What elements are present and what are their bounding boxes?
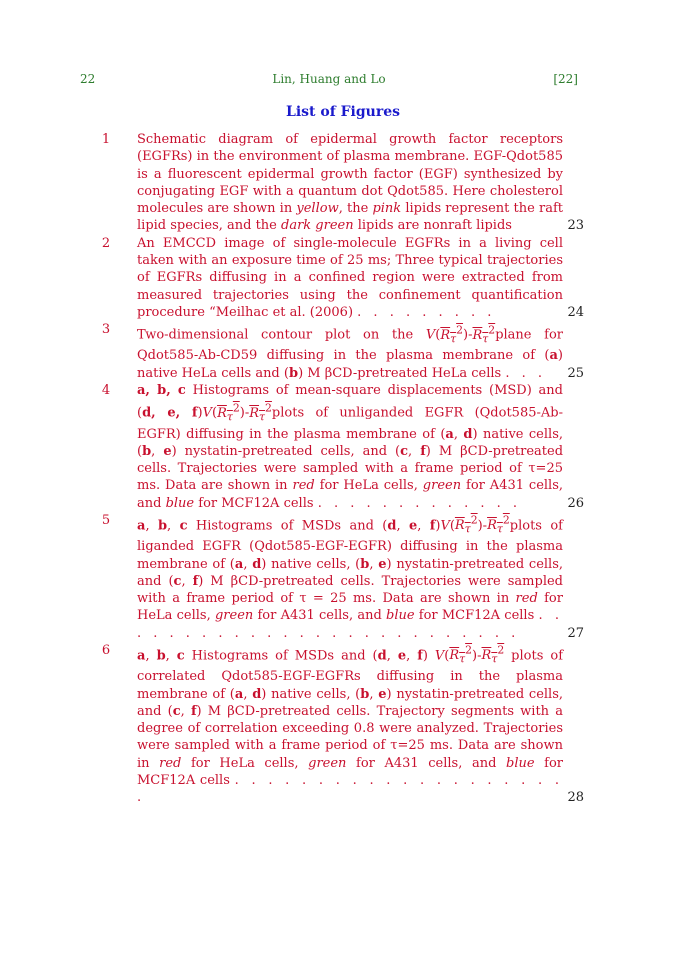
running-authors: Lin, Huang and Lo (272, 72, 386, 86)
dot-leader: . . . (505, 365, 547, 381)
figure-page: 28 (567, 790, 584, 806)
page-number: 22 (80, 72, 96, 86)
figure-number: 1 (101, 132, 111, 147)
figure-entry-4[interactable] (96, 382, 584, 512)
figure-number: 4 (101, 383, 111, 399)
figure-caption: Schematic diagram of epidermal growth factor receptors (EGFRs) in the environment of plasma membrane. EGF-Qdot585 is a fluorescent epidermal growth factor (EGF) synthesized by conjugating EGF with a quantum dot Qdot585. Here cholesterol molecules are shown in yellow, the pink lipids represent the raft lipid species, and the dark green lipids are nonraft lipids (137, 132, 564, 234)
dot-leader: . . . . . . . . . . . . . (317, 495, 521, 511)
figure-caption: a, b, c Histograms of MSDs and (d, e, f) $V(R_\tau^2)-R_\tau^2$ plots of correlated Qdot585-EGF-EGFRs diffusing in the plasma membrane of (a, d) native cells, (b, e) nystatin-pretreated cells, and (c, f) M βCD-pretreated cells. Trajectory segments with a degree of correlation exceeding 0.8 were analyzed. Trajectories were sampled with a frame period of τ=25 ms. Data are shown in red for HeLa cells, green for A431 cells, and blue for MCF12A cells . . . . . . . . . . . . . . . . . . . . . (137, 644, 564, 806)
figure-page: 24 (567, 304, 584, 320)
figure-entry-5[interactable] (96, 512, 584, 642)
figure-number: 6 (101, 643, 111, 659)
dot-leader: . . . . . . . . . . . . . . . . . . . . . . . . . . (137, 608, 563, 641)
figure-number: 5 (101, 513, 111, 529)
list-of-figures-title: List of Figures (285, 104, 400, 120)
figure-entry-1[interactable] (96, 131, 584, 235)
list-of-figures (96, 131, 584, 807)
figure-page: 23 (567, 218, 584, 234)
figure-caption: a, b, c Histograms of mean-square displacements (MSD) and (d, e, $f)V(R_\tau^2)-R_\tau^2plots$ of unliganded EGFR (Qdot585-Ab-EGFR) diffusing in the plasma membrane of (a, d) native cells, (b, e) nystatin-pretreated cells, and (c, f) M βCD-pretreated cells. Trajectories were sampled with a frame period of τ=25 ms. Data are shown in red for HeLa cells, green for A431 cells, and blue for MCF12A cells . . . . . . . . . . . . . (137, 383, 564, 511)
figure-number: 2 (101, 235, 111, 251)
figure-entry-6[interactable] (96, 642, 584, 807)
figure-page: 26 (567, 495, 584, 511)
page-number-bracketed: [22] (553, 72, 578, 86)
figure-page: 25 (567, 365, 584, 381)
running-header (80, 72, 578, 90)
figure-entry-2[interactable] (96, 235, 584, 321)
dot-leader: . . . . . . . . . . . . . . . . . . . . . (137, 773, 563, 806)
figure-caption: Two-dimensional contour plot on the $V(R_\tau^2)-R_\tau^2plane$ for Qdot585-Ab-CD59 diffusing in the plasma membrane of (a) native HeLa cells and (b) M βCD-pretreated HeLa cells . . . (137, 323, 564, 381)
figure-caption: An EMCCD image of single-molecule EGFRs in a living cell taken with an exposure time of 25 ms; Three typical trajectories of EGFRs diffusing in a confined region were extracted from measured trajectories using the confinement quantification procedure “Meilhac et al. (2006) . . . . . . . . . (137, 235, 563, 320)
figure-entry-3[interactable] (96, 321, 584, 382)
dot-leader: . . . . . . . . . (357, 304, 496, 320)
figure-number: 3 (101, 322, 111, 338)
figure-page: 27 (567, 625, 584, 641)
figure-caption: a, b, c Histograms of MSDs and (d, e, $f)V(R_\tau^2)-R_\tau^2plots$ of liganded EGFR (Qdot585-EGF-EGFR) diffusing in the plasma membrane of (a, d) native cells, (b, e) nystatin-pretreated cells, and (c, f) M βCD-pretreated cells. Trajectories were sampled with a frame period of τ = 25 ms. Data are shown in red for HeLa cells, green for A431 cells, and blue for MCF12A cells . . . . . . . . . . . . . . . . . . . . . . . . . . (137, 514, 564, 641)
